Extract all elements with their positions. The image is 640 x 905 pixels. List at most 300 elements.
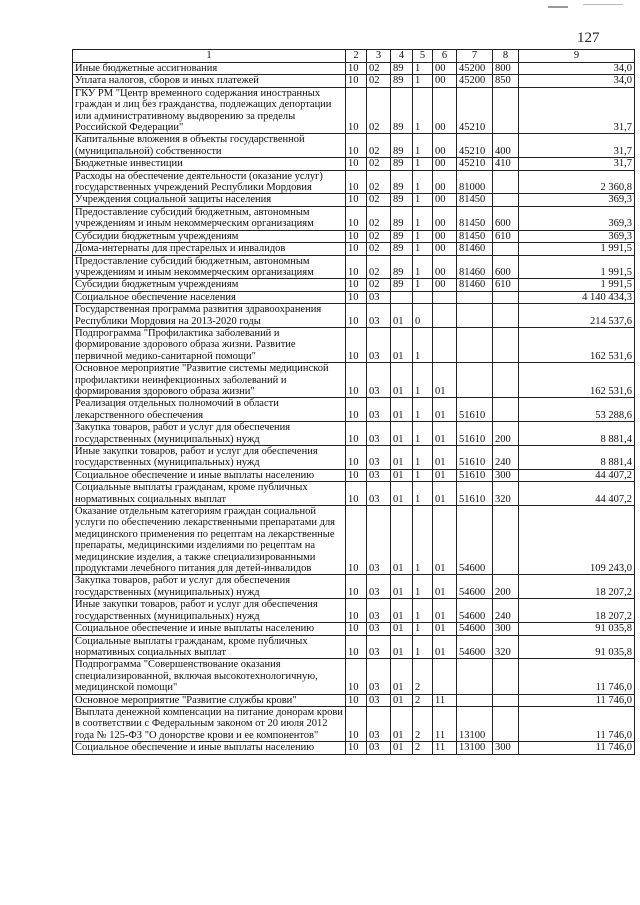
amount-cell: 31,7 bbox=[519, 87, 635, 134]
program-code-cell bbox=[391, 291, 413, 303]
type-code-cell bbox=[493, 304, 519, 328]
subsection-code-cell: 02 bbox=[367, 63, 391, 75]
type-code-cell bbox=[493, 363, 519, 398]
event-code-cell bbox=[433, 304, 457, 328]
event-code-cell: 01 bbox=[433, 446, 457, 470]
amount-cell: 34,0 bbox=[519, 75, 635, 87]
type-code-cell: 400 bbox=[493, 134, 519, 158]
amount-cell: 11 746,0 bbox=[519, 659, 635, 694]
subprogram-code-cell: 1 bbox=[413, 482, 433, 506]
subsection-code-cell: 03 bbox=[367, 659, 391, 694]
amount-cell: 11 746,0 bbox=[519, 742, 635, 754]
subprogram-code-cell: 1 bbox=[413, 243, 433, 255]
amount-cell: 18 207,2 bbox=[519, 599, 635, 623]
table-row bbox=[73, 63, 635, 75]
program-code-cell: 01 bbox=[391, 363, 413, 398]
subsection-code-cell: 02 bbox=[367, 75, 391, 87]
amount-cell: 1 991,5 bbox=[519, 243, 635, 255]
subsection-code-cell: 03 bbox=[367, 327, 391, 362]
section-code-cell: 10 bbox=[346, 422, 367, 446]
subprogram-code-cell: 2 bbox=[413, 742, 433, 754]
program-code-cell: 01 bbox=[391, 398, 413, 422]
header-cell: 2 bbox=[346, 50, 367, 63]
subprogram-code-cell: 1 bbox=[413, 327, 433, 362]
row-name-cell: Реализация отдельных полномочий в области лекарственного обеспечения bbox=[73, 398, 346, 422]
amount-cell: 369,3 bbox=[519, 194, 635, 206]
table-row bbox=[73, 75, 635, 87]
subsection-code-cell: 02 bbox=[367, 134, 391, 158]
table-body bbox=[73, 63, 635, 755]
subprogram-code-cell: 1 bbox=[413, 134, 433, 158]
subprogram-code-cell: 1 bbox=[413, 194, 433, 206]
subprogram-code-cell: 0 bbox=[413, 304, 433, 328]
type-code-cell: 240 bbox=[493, 599, 519, 623]
expense-code-cell: 81450 bbox=[457, 230, 493, 242]
subprogram-code-cell: 1 bbox=[413, 230, 433, 242]
amount-cell: 8 881,4 bbox=[519, 446, 635, 470]
type-code-cell: 610 bbox=[493, 279, 519, 291]
subsection-code-cell: 03 bbox=[367, 706, 391, 741]
expense-code-cell: 54600 bbox=[457, 635, 493, 659]
type-code-cell: 320 bbox=[493, 482, 519, 506]
subsection-code-cell: 03 bbox=[367, 599, 391, 623]
section-code-cell: 10 bbox=[346, 170, 367, 194]
section-code-cell: 10 bbox=[346, 623, 367, 635]
table-row bbox=[73, 243, 635, 255]
row-name-cell: Предоставление субсидий бюджетным, автономным учреждениям и иным некоммерческим организациям bbox=[73, 206, 346, 230]
program-code-cell: 89 bbox=[391, 134, 413, 158]
type-code-cell bbox=[493, 659, 519, 694]
amount-cell: 369,3 bbox=[519, 230, 635, 242]
section-code-cell: 10 bbox=[346, 206, 367, 230]
type-code-cell: 300 bbox=[493, 742, 519, 754]
expense-code-cell: 45210 bbox=[457, 134, 493, 158]
table-row bbox=[73, 742, 635, 754]
header-cell: 5 bbox=[413, 50, 433, 63]
event-code-cell: 01 bbox=[433, 398, 457, 422]
program-code-cell: 01 bbox=[391, 694, 413, 706]
program-code-cell: 89 bbox=[391, 170, 413, 194]
subsection-code-cell: 03 bbox=[367, 575, 391, 599]
type-code-cell: 240 bbox=[493, 446, 519, 470]
subsection-code-cell: 03 bbox=[367, 304, 391, 328]
subprogram-code-cell: 1 bbox=[413, 170, 433, 194]
event-code-cell: 01 bbox=[433, 506, 457, 575]
section-code-cell: 10 bbox=[346, 291, 367, 303]
subsection-code-cell: 03 bbox=[367, 422, 391, 446]
program-code-cell: 89 bbox=[391, 230, 413, 242]
row-name-cell: Иные закупки товаров, работ и услуг для обеспечения государственных (муниципальных) нужд bbox=[73, 599, 346, 623]
row-name-cell: Социальное обеспечение и иные выплаты населению bbox=[73, 742, 346, 754]
section-code-cell: 10 bbox=[346, 599, 367, 623]
subprogram-code-cell: 1 bbox=[413, 279, 433, 291]
program-code-cell: 01 bbox=[391, 599, 413, 623]
program-code-cell: 01 bbox=[391, 742, 413, 754]
program-code-cell: 89 bbox=[391, 87, 413, 134]
budget-table bbox=[72, 49, 635, 755]
amount-cell: 214 537,6 bbox=[519, 304, 635, 328]
table-row bbox=[73, 659, 635, 694]
program-code-cell: 01 bbox=[391, 446, 413, 470]
section-code-cell: 10 bbox=[346, 75, 367, 87]
subsection-code-cell: 03 bbox=[367, 742, 391, 754]
subsection-code-cell: 03 bbox=[367, 291, 391, 303]
section-code-cell: 10 bbox=[346, 659, 367, 694]
subsection-code-cell: 02 bbox=[367, 194, 391, 206]
type-code-cell: 320 bbox=[493, 635, 519, 659]
row-name-cell: Капитальные вложения в объекты государственной (муниципальной) собственности bbox=[73, 134, 346, 158]
row-name-cell: Подпрограмма "Совершенствование оказания специализированной, включая высокотехнологичную, медицинской помощи" bbox=[73, 659, 346, 694]
expense-code-cell: 13100 bbox=[457, 706, 493, 741]
event-code-cell bbox=[433, 659, 457, 694]
section-code-cell: 10 bbox=[346, 255, 367, 279]
subsection-code-cell: 03 bbox=[367, 623, 391, 635]
amount-cell: 91 035,8 bbox=[519, 623, 635, 635]
event-code-cell: 01 bbox=[433, 469, 457, 481]
section-code-cell: 10 bbox=[346, 469, 367, 481]
program-code-cell: 01 bbox=[391, 506, 413, 575]
subsection-code-cell: 02 bbox=[367, 243, 391, 255]
header-cell: 1 bbox=[73, 50, 346, 63]
type-code-cell: 200 bbox=[493, 575, 519, 599]
subprogram-code-cell: 1 bbox=[413, 363, 433, 398]
row-name-cell: Социальные выплаты гражданам, кроме публичных нормативных социальных выплат bbox=[73, 635, 346, 659]
table-row bbox=[73, 230, 635, 242]
subprogram-code-cell: 1 bbox=[413, 506, 433, 575]
type-code-cell: 600 bbox=[493, 206, 519, 230]
subprogram-code-cell: 1 bbox=[413, 75, 433, 87]
event-code-cell: 00 bbox=[433, 75, 457, 87]
expense-code-cell: 13100 bbox=[457, 742, 493, 754]
row-name-cell: Закупка товаров, работ и услуг для обеспечения государственных (муниципальных) нужд bbox=[73, 422, 346, 446]
event-code-cell: 00 bbox=[433, 158, 457, 170]
table-row bbox=[73, 170, 635, 194]
program-code-cell: 01 bbox=[391, 659, 413, 694]
type-code-cell bbox=[493, 506, 519, 575]
section-code-cell: 10 bbox=[346, 742, 367, 754]
type-code-cell: 610 bbox=[493, 230, 519, 242]
expense-code-cell: 45200 bbox=[457, 63, 493, 75]
amount-cell: 162 531,6 bbox=[519, 327, 635, 362]
amount-cell: 44 407,2 bbox=[519, 469, 635, 481]
expense-code-cell: 81450 bbox=[457, 206, 493, 230]
subprogram-code-cell: 1 bbox=[413, 446, 433, 470]
type-code-cell bbox=[493, 327, 519, 362]
table-row bbox=[73, 575, 635, 599]
event-code-cell: 01 bbox=[433, 623, 457, 635]
table-row bbox=[73, 134, 635, 158]
amount-cell: 18 207,2 bbox=[519, 575, 635, 599]
event-code-cell: 01 bbox=[433, 482, 457, 506]
program-code-cell: 01 bbox=[391, 706, 413, 741]
section-code-cell: 10 bbox=[346, 575, 367, 599]
table-row bbox=[73, 206, 635, 230]
program-code-cell: 89 bbox=[391, 63, 413, 75]
row-name-cell: Государственная программа развития здравоохранения Республики Мордовия на 2013-2020 годы bbox=[73, 304, 346, 328]
program-code-cell: 01 bbox=[391, 469, 413, 481]
type-code-cell: 300 bbox=[493, 469, 519, 481]
table-row bbox=[73, 635, 635, 659]
event-code-cell: 00 bbox=[433, 206, 457, 230]
event-code-cell bbox=[433, 291, 457, 303]
subsection-code-cell: 02 bbox=[367, 230, 391, 242]
expense-code-cell: 81450 bbox=[457, 194, 493, 206]
amount-cell: 1 991,5 bbox=[519, 255, 635, 279]
section-code-cell: 10 bbox=[346, 446, 367, 470]
amount-cell: 11 746,0 bbox=[519, 694, 635, 706]
amount-cell: 2 360,8 bbox=[519, 170, 635, 194]
row-name-cell: Предоставление субсидий бюджетным, автономным учреждениям и иным некоммерческим организациям bbox=[73, 255, 346, 279]
program-code-cell: 89 bbox=[391, 158, 413, 170]
event-code-cell: 00 bbox=[433, 63, 457, 75]
subsection-code-cell: 02 bbox=[367, 206, 391, 230]
subsection-code-cell: 03 bbox=[367, 398, 391, 422]
amount-cell: 53 288,6 bbox=[519, 398, 635, 422]
type-code-cell bbox=[493, 243, 519, 255]
section-code-cell: 10 bbox=[346, 63, 367, 75]
row-name-cell: Основное мероприятие "Развитие службы крови" bbox=[73, 694, 346, 706]
subsection-code-cell: 03 bbox=[367, 694, 391, 706]
expense-code-cell: 45210 bbox=[457, 87, 493, 134]
subsection-code-cell: 02 bbox=[367, 255, 391, 279]
row-name-cell: Иные закупки товаров, работ и услуг для обеспечения государственных (муниципальных) нужд bbox=[73, 446, 346, 470]
table-row bbox=[73, 158, 635, 170]
subprogram-code-cell: 2 bbox=[413, 659, 433, 694]
event-code-cell: 11 bbox=[433, 706, 457, 741]
expense-code-cell: 54600 bbox=[457, 506, 493, 575]
type-code-cell: 850 bbox=[493, 75, 519, 87]
subprogram-code-cell: 1 bbox=[413, 398, 433, 422]
event-code-cell: 00 bbox=[433, 243, 457, 255]
program-code-cell: 89 bbox=[391, 75, 413, 87]
event-code-cell bbox=[433, 327, 457, 362]
subprogram-code-cell bbox=[413, 291, 433, 303]
type-code-cell bbox=[493, 398, 519, 422]
expense-code-cell: 81460 bbox=[457, 243, 493, 255]
expense-code-cell bbox=[457, 327, 493, 362]
expense-code-cell: 81460 bbox=[457, 279, 493, 291]
header-cell: 7 bbox=[457, 50, 493, 63]
row-name-cell: Социальное обеспечение населения bbox=[73, 291, 346, 303]
scan-artifact bbox=[548, 6, 568, 8]
amount-cell: 8 881,4 bbox=[519, 422, 635, 446]
row-name-cell: Выплата денежной компенсации на питание донорам крови в соответствии с Федеральным законом от 20 июля 2012 года № 125-ФЗ "О донорстве крови и ее компонентов" bbox=[73, 706, 346, 741]
section-code-cell: 10 bbox=[346, 279, 367, 291]
table-row bbox=[73, 446, 635, 470]
event-code-cell: 00 bbox=[433, 230, 457, 242]
header-cell: 9 bbox=[519, 50, 635, 63]
section-code-cell: 10 bbox=[346, 158, 367, 170]
event-code-cell: 01 bbox=[433, 422, 457, 446]
table-row bbox=[73, 694, 635, 706]
table-row bbox=[73, 279, 635, 291]
row-name-cell: Дома-интернаты для престарелых и инвалидов bbox=[73, 243, 346, 255]
row-name-cell: ГКУ РМ "Центр временного содержания иностранных граждан и лиц без гражданства, подлежащих депортации или административному выдворению за пределы Российской Федерации" bbox=[73, 87, 346, 134]
amount-cell: 11 746,0 bbox=[519, 706, 635, 741]
subprogram-code-cell: 1 bbox=[413, 623, 433, 635]
amount-cell: 31,7 bbox=[519, 158, 635, 170]
subsection-code-cell: 03 bbox=[367, 363, 391, 398]
subprogram-code-cell: 1 bbox=[413, 635, 433, 659]
type-code-cell bbox=[493, 694, 519, 706]
table-row bbox=[73, 706, 635, 741]
amount-cell: 44 407,2 bbox=[519, 482, 635, 506]
table-row bbox=[73, 506, 635, 575]
program-code-cell: 01 bbox=[391, 623, 413, 635]
subsection-code-cell: 02 bbox=[367, 279, 391, 291]
program-code-cell: 01 bbox=[391, 422, 413, 446]
expense-code-cell bbox=[457, 659, 493, 694]
row-name-cell: Закупка товаров, работ и услуг для обеспечения государственных (муниципальных) нужд bbox=[73, 575, 346, 599]
event-code-cell: 00 bbox=[433, 255, 457, 279]
subsection-code-cell: 02 bbox=[367, 158, 391, 170]
table-row bbox=[73, 422, 635, 446]
amount-cell: 34,0 bbox=[519, 63, 635, 75]
type-code-cell: 800 bbox=[493, 63, 519, 75]
row-name-cell: Уплата налогов, сборов и иных платежей bbox=[73, 75, 346, 87]
amount-cell: 31,7 bbox=[519, 134, 635, 158]
table-row bbox=[73, 291, 635, 303]
table-row bbox=[73, 469, 635, 481]
row-name-cell: Социальное обеспечение и иные выплаты населению bbox=[73, 623, 346, 635]
subprogram-code-cell: 1 bbox=[413, 469, 433, 481]
amount-cell: 1 991,5 bbox=[519, 279, 635, 291]
program-code-cell: 01 bbox=[391, 482, 413, 506]
scan-artifact bbox=[583, 4, 623, 5]
program-code-cell: 01 bbox=[391, 304, 413, 328]
section-code-cell: 10 bbox=[346, 363, 367, 398]
subprogram-code-cell: 2 bbox=[413, 694, 433, 706]
subprogram-code-cell: 2 bbox=[413, 706, 433, 741]
expense-code-cell: 45210 bbox=[457, 158, 493, 170]
type-code-cell bbox=[493, 706, 519, 741]
program-code-cell: 89 bbox=[391, 206, 413, 230]
event-code-cell: 01 bbox=[433, 575, 457, 599]
row-name-cell: Иные бюджетные ассигнования bbox=[73, 63, 346, 75]
event-code-cell: 00 bbox=[433, 134, 457, 158]
type-code-cell bbox=[493, 170, 519, 194]
table-row bbox=[73, 363, 635, 398]
header-cell: 6 bbox=[433, 50, 457, 63]
section-code-cell: 10 bbox=[346, 243, 367, 255]
section-code-cell: 10 bbox=[346, 87, 367, 134]
section-code-cell: 10 bbox=[346, 706, 367, 741]
row-name-cell: Подпрограмма "Профилактика заболеваний и формирование здорового образа жизни. Развитие первичной медико-санитарной помощи" bbox=[73, 327, 346, 362]
expense-code-cell: 51610 bbox=[457, 422, 493, 446]
subprogram-code-cell: 1 bbox=[413, 255, 433, 279]
table-row bbox=[73, 623, 635, 635]
row-name-cell: Расходы на обеспечение деятельности (оказание услуг) государственных учреждений Республики Мордовия bbox=[73, 170, 346, 194]
amount-cell: 4 140 434,3 bbox=[519, 291, 635, 303]
row-name-cell: Социальные выплаты гражданам, кроме публичных нормативных социальных выплат bbox=[73, 482, 346, 506]
subsection-code-cell: 03 bbox=[367, 446, 391, 470]
event-code-cell: 01 bbox=[433, 599, 457, 623]
type-code-cell: 200 bbox=[493, 422, 519, 446]
expense-code-cell bbox=[457, 694, 493, 706]
amount-cell: 162 531,6 bbox=[519, 363, 635, 398]
amount-cell: 369,3 bbox=[519, 206, 635, 230]
event-code-cell: 11 bbox=[433, 694, 457, 706]
type-code-cell: 300 bbox=[493, 623, 519, 635]
program-code-cell: 01 bbox=[391, 635, 413, 659]
expense-code-cell: 54600 bbox=[457, 599, 493, 623]
expense-code-cell: 54600 bbox=[457, 623, 493, 635]
row-name-cell: Социальное обеспечение и иные выплаты населению bbox=[73, 469, 346, 481]
table-row bbox=[73, 327, 635, 362]
expense-code-cell: 51610 bbox=[457, 446, 493, 470]
program-code-cell: 89 bbox=[391, 194, 413, 206]
event-code-cell: 01 bbox=[433, 635, 457, 659]
row-name-cell: Бюджетные инвестиции bbox=[73, 158, 346, 170]
row-name-cell: Субсидии бюджетным учреждениям bbox=[73, 279, 346, 291]
event-code-cell: 00 bbox=[433, 87, 457, 134]
program-code-cell: 01 bbox=[391, 327, 413, 362]
section-code-cell: 10 bbox=[346, 398, 367, 422]
row-name-cell: Субсидии бюджетным учреждениям bbox=[73, 230, 346, 242]
expense-code-cell: 81460 bbox=[457, 255, 493, 279]
subprogram-code-cell: 1 bbox=[413, 158, 433, 170]
subprogram-code-cell: 1 bbox=[413, 63, 433, 75]
table-row bbox=[73, 398, 635, 422]
event-code-cell: 00 bbox=[433, 279, 457, 291]
expense-code-cell bbox=[457, 291, 493, 303]
subprogram-code-cell: 1 bbox=[413, 87, 433, 134]
header-cell: 3 bbox=[367, 50, 391, 63]
expense-code-cell: 51610 bbox=[457, 482, 493, 506]
expense-code-cell bbox=[457, 363, 493, 398]
subsection-code-cell: 03 bbox=[367, 635, 391, 659]
section-code-cell: 10 bbox=[346, 482, 367, 506]
event-code-cell: 01 bbox=[433, 363, 457, 398]
row-name-cell: Учреждения социальной защиты населения bbox=[73, 194, 346, 206]
section-code-cell: 10 bbox=[346, 304, 367, 328]
row-name-cell: Оказание отдельным категориям граждан социальной услуги по обеспечению лекарственными препаратами для медицинского применения по рецептам на лекарственные препараты, медицинскими изделиями по рецептам на медицинские изделия, а также специализированными продуктами лечебного питания для детей-инвалидов bbox=[73, 506, 346, 575]
table-row bbox=[73, 599, 635, 623]
section-code-cell: 10 bbox=[346, 694, 367, 706]
section-code-cell: 10 bbox=[346, 506, 367, 575]
subprogram-code-cell: 1 bbox=[413, 599, 433, 623]
program-code-cell: 89 bbox=[391, 279, 413, 291]
subsection-code-cell: 03 bbox=[367, 469, 391, 481]
subsection-code-cell: 03 bbox=[367, 482, 391, 506]
type-code-cell: 600 bbox=[493, 255, 519, 279]
table-row bbox=[73, 304, 635, 328]
table-row bbox=[73, 482, 635, 506]
section-code-cell: 10 bbox=[346, 194, 367, 206]
section-code-cell: 10 bbox=[346, 134, 367, 158]
program-code-cell: 89 bbox=[391, 255, 413, 279]
program-code-cell: 89 bbox=[391, 243, 413, 255]
event-code-cell: 00 bbox=[433, 170, 457, 194]
subsection-code-cell: 02 bbox=[367, 87, 391, 134]
expense-code-cell: 45200 bbox=[457, 75, 493, 87]
amount-cell: 91 035,8 bbox=[519, 635, 635, 659]
header-cell: 4 bbox=[391, 50, 413, 63]
page-number: 127 bbox=[577, 30, 600, 46]
table-row bbox=[73, 194, 635, 206]
event-code-cell: 11 bbox=[433, 742, 457, 754]
type-code-cell bbox=[493, 291, 519, 303]
type-code-cell bbox=[493, 87, 519, 134]
expense-code-cell bbox=[457, 304, 493, 328]
subprogram-code-cell: 1 bbox=[413, 575, 433, 599]
type-code-cell bbox=[493, 194, 519, 206]
subprogram-code-cell: 1 bbox=[413, 206, 433, 230]
event-code-cell: 00 bbox=[433, 194, 457, 206]
subprogram-code-cell: 1 bbox=[413, 422, 433, 446]
table-row bbox=[73, 87, 635, 134]
expense-code-cell: 51610 bbox=[457, 469, 493, 481]
